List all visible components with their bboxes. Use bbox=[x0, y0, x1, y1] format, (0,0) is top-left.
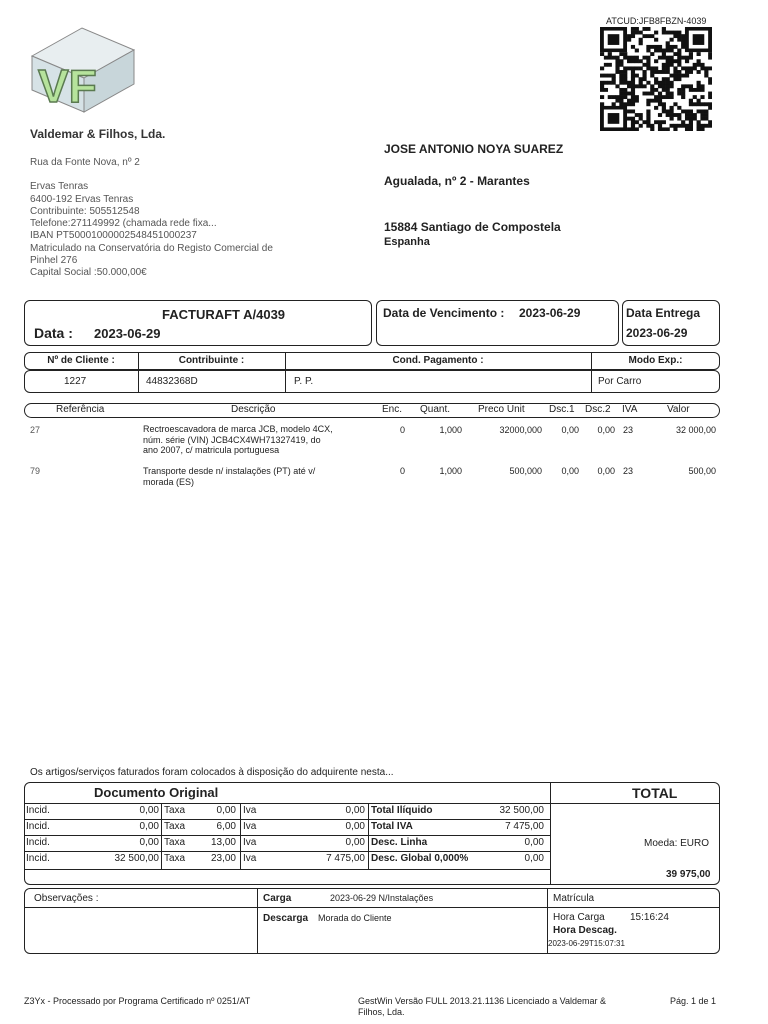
customer-address: Agualada, nº 2 - Marantes bbox=[384, 174, 530, 188]
descarga-value: Morada do Cliente bbox=[318, 913, 392, 923]
item-desc-line: Rectroescavadora de marca JCB, modelo 4CX, bbox=[143, 424, 333, 434]
logo-graphic bbox=[24, 26, 140, 114]
col-unit-header: Preco Unit bbox=[478, 404, 525, 415]
incid-label: Incid. bbox=[26, 821, 50, 832]
item-enc: 0 bbox=[400, 425, 406, 435]
qr-graphic bbox=[600, 27, 712, 131]
item-ref: 79 bbox=[30, 466, 41, 476]
qr-code bbox=[600, 27, 712, 131]
company-detail-line: Contribuinte: 505512548 bbox=[30, 205, 140, 217]
item-unit-price: 500,000 bbox=[509, 466, 542, 476]
iva-label: Iva bbox=[243, 805, 257, 816]
due-date-label: Data de Vencimento : bbox=[383, 306, 505, 320]
col-desc-header: Descrição bbox=[231, 404, 276, 415]
total-row-value: 0,00 bbox=[524, 853, 544, 864]
col-qty-header: Quant. bbox=[420, 404, 451, 415]
customer-name: JOSE ANTONIO NOYA SUAREZ bbox=[384, 142, 564, 156]
total-row-value: 32 500,00 bbox=[499, 805, 544, 816]
items-header-bar bbox=[24, 403, 720, 418]
matricula-label: Matrícula bbox=[553, 893, 595, 904]
company-detail-line: IBAN PT50001000002548451000237 bbox=[30, 230, 197, 242]
hora-descarga-label: Hora Descag. bbox=[553, 925, 617, 936]
document-original-label: Documento Original bbox=[94, 785, 219, 800]
company-detail-line: Ervas Tenras bbox=[30, 181, 89, 193]
taxa-label: Taxa bbox=[164, 853, 186, 864]
item-description bbox=[143, 466, 378, 487]
incid-value: 32 500,00 bbox=[114, 853, 159, 864]
carga-label: Carga bbox=[263, 893, 292, 904]
item-qty: 1,000 bbox=[439, 425, 462, 435]
svg-text:VF: VF bbox=[38, 60, 97, 112]
incid-value: 0,00 bbox=[139, 837, 159, 848]
payment-terms-header: Cond. Pagamento : bbox=[392, 355, 484, 366]
item-dsc1: 0,00 bbox=[561, 425, 579, 435]
item-desc-line: Transporte desde n/ instalações (PT) até v/ bbox=[143, 466, 316, 476]
currency: Moeda: EURO bbox=[644, 838, 710, 849]
total-row-label: Total Ilíquido bbox=[371, 805, 433, 816]
taxa-value: 0,00 bbox=[216, 805, 236, 816]
total-row-value: 0,00 bbox=[524, 837, 544, 848]
company-detail-line: Rua da Fonte Nova, nº 2 bbox=[30, 157, 140, 168]
invoice-title: FACTURAFT A/4039 bbox=[162, 307, 286, 322]
certification-note: Z3Yx - Processado por Programa Certificado nº 0251/AT bbox=[24, 996, 251, 1006]
item-dsc2: 0,00 bbox=[597, 425, 615, 435]
shipping-mode-header: Modo Exp.: bbox=[628, 355, 683, 366]
iva-value: 0,00 bbox=[345, 821, 365, 832]
company-detail-line: Telefone:271149992 (chamada rede fixa... bbox=[30, 218, 217, 230]
company-name: Valdemar & Filhos, Lda. bbox=[30, 127, 166, 141]
atcud-code: ATCUD:JFB8FBZN-4039 bbox=[606, 16, 707, 26]
customer-country: Espanha bbox=[384, 236, 430, 248]
incid-label: Incid. bbox=[26, 853, 50, 864]
iva-value: 7 475,00 bbox=[326, 853, 365, 864]
iva-label: Iva bbox=[243, 853, 257, 864]
col-dsc2-header: Dsc.2 bbox=[585, 404, 611, 415]
software-note-line: Filhos, Lda. bbox=[358, 1007, 405, 1017]
delivery-date: 2023-06-29 bbox=[626, 326, 688, 340]
iva-value: 0,00 bbox=[345, 837, 365, 848]
col-dsc1-header: Dsc.1 bbox=[549, 404, 575, 415]
item-enc: 0 bbox=[400, 466, 406, 476]
total-row-label: Desc. Global 0,000% bbox=[371, 853, 469, 864]
shipping-timestamp: 2023-06-29T15:07:31 bbox=[548, 939, 625, 948]
item-dsc2: 0,00 bbox=[597, 466, 615, 476]
total-label: TOTAL bbox=[632, 785, 678, 801]
taxa-label: Taxa bbox=[164, 837, 186, 848]
taxa-label: Taxa bbox=[164, 805, 186, 816]
company-detail-line: Capital Social :50.000,00€ bbox=[30, 267, 147, 279]
taxa-value: 6,00 bbox=[216, 821, 236, 832]
invoice-date: 2023-06-29 bbox=[94, 326, 161, 341]
carga-value: 2023-06-29 N/Instalações bbox=[330, 893, 434, 903]
item-dsc1: 0,00 bbox=[561, 466, 579, 476]
software-note bbox=[358, 996, 606, 1018]
invoice-date-label: Data : bbox=[34, 325, 73, 341]
company-logo bbox=[24, 26, 140, 114]
client-vat: 44832368D bbox=[146, 376, 198, 387]
iva-label: Iva bbox=[243, 821, 257, 832]
company-details bbox=[30, 157, 290, 280]
client-vat-header: Contribuinte : bbox=[178, 355, 245, 366]
iva-label: Iva bbox=[243, 837, 257, 848]
client-number: 1227 bbox=[64, 376, 87, 387]
software-note-line: GestWin Versão FULL 2013.21.1136 Licenciado a Valdemar & bbox=[358, 996, 606, 1006]
page-number: Pág. 1 de 1 bbox=[670, 996, 717, 1006]
client-number-header: Nº de Cliente : bbox=[47, 355, 115, 366]
taxa-label: Taxa bbox=[164, 821, 186, 832]
delivery-note: Os artigos/serviços faturados foram colocados à disposição do adquirente nesta... bbox=[30, 767, 394, 778]
total-row-label: Desc. Linha bbox=[371, 837, 428, 848]
incid-value: 0,00 bbox=[139, 805, 159, 816]
taxa-value: 13,00 bbox=[210, 837, 236, 848]
customer-postal-city: 15884 Santiago de Compostela bbox=[384, 220, 561, 234]
item-qty: 1,000 bbox=[439, 466, 462, 476]
company-detail-line: Matriculado na Conservatória do Registo Comercial de bbox=[30, 242, 273, 254]
company-detail-line: Pinhel 276 bbox=[30, 255, 78, 267]
col-valor-header: Valor bbox=[667, 404, 690, 415]
hora-carga-value: 15:16:24 bbox=[630, 912, 669, 923]
item-desc-line: ano 2007, c/ matricula portuguesa bbox=[143, 445, 280, 455]
grand-total: 39 975,00 bbox=[666, 869, 711, 880]
item-valor: 32 000,00 bbox=[675, 425, 716, 435]
item-valor: 500,00 bbox=[688, 466, 716, 476]
item-description bbox=[143, 424, 378, 456]
incid-label: Incid. bbox=[26, 837, 50, 848]
incid-value: 0,00 bbox=[139, 821, 159, 832]
delivery-label: Data Entrega bbox=[626, 306, 701, 320]
iva-value: 0,00 bbox=[345, 805, 365, 816]
item-unit-price: 32000,000 bbox=[499, 425, 542, 435]
col-ref-header: Referência bbox=[56, 404, 105, 415]
item-desc-line: núm. série (VIN) JCB4CX4WH71327419, do bbox=[143, 434, 321, 445]
item-iva: 23 bbox=[623, 425, 634, 435]
col-enc-header: Enc. bbox=[382, 404, 403, 415]
payment-terms: P. P. bbox=[294, 376, 314, 387]
total-row-label: Total IVA bbox=[371, 821, 413, 832]
observations-label: Observações : bbox=[34, 893, 99, 904]
col-iva-header: IVA bbox=[622, 404, 638, 415]
hora-carga-label: Hora Carga bbox=[553, 912, 605, 923]
taxa-value: 23,00 bbox=[210, 853, 236, 864]
descarga-label: Descarga bbox=[263, 913, 309, 924]
total-row-value: 7 475,00 bbox=[505, 821, 544, 832]
item-iva: 23 bbox=[623, 466, 634, 476]
company-detail-line: 6400-192 Ervas Tenras bbox=[30, 193, 134, 205]
company-detail-line bbox=[30, 169, 290, 181]
shipping-mode: Por Carro bbox=[598, 376, 642, 387]
due-date: 2023-06-29 bbox=[519, 306, 581, 320]
item-desc-line: morada (ES) bbox=[143, 476, 195, 487]
incid-label: Incid. bbox=[26, 805, 50, 816]
item-ref: 27 bbox=[30, 425, 41, 435]
